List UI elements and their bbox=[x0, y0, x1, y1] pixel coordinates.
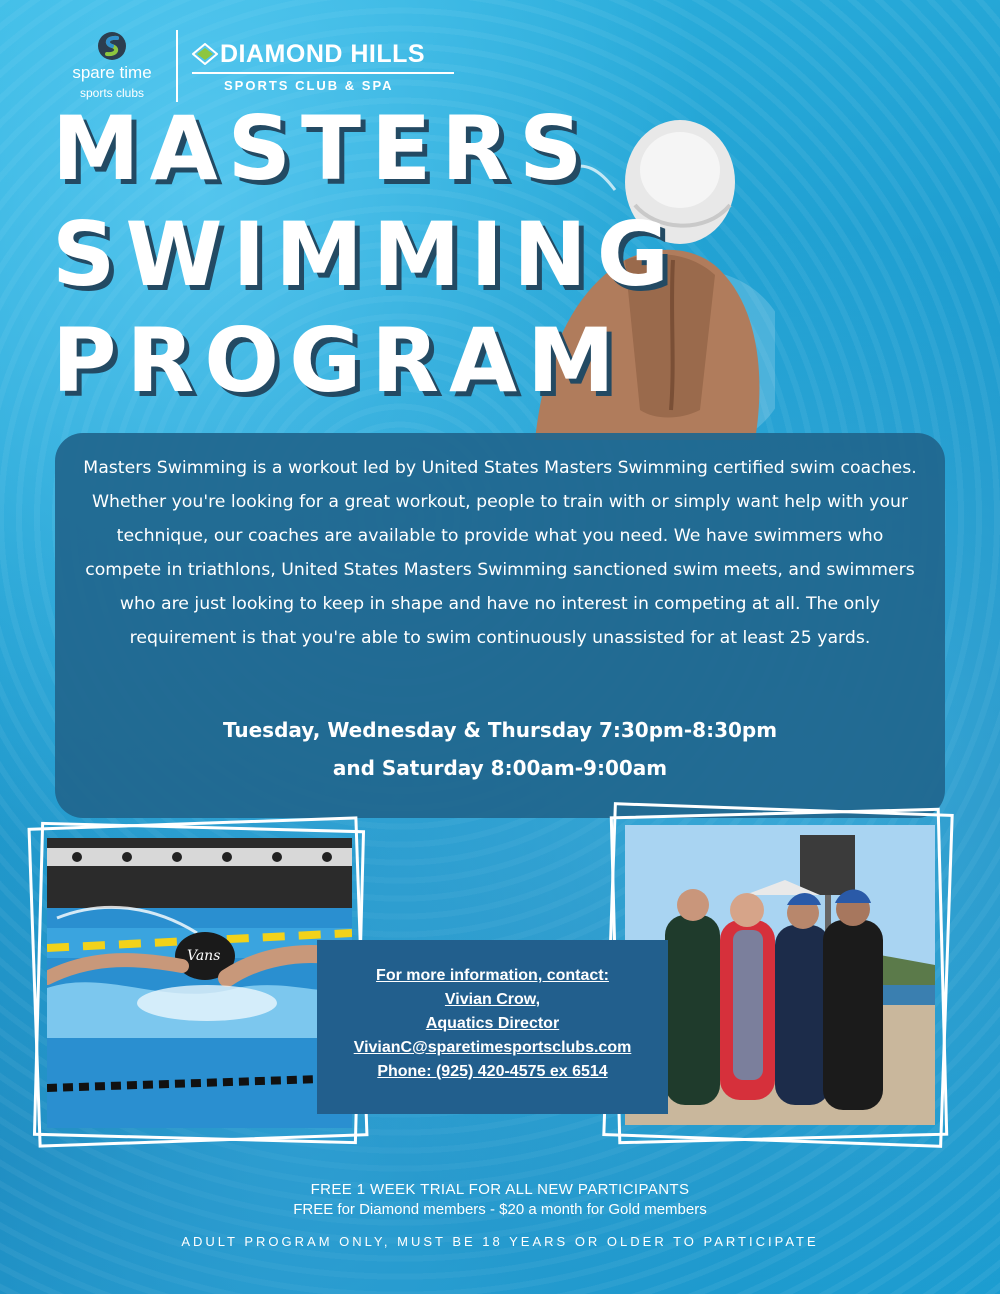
program-description: Masters Swimming is a workout led by United States Masters Swimming certified swim coaches. Whether you're looking for a great workout, people to train with or simply want help with your technique, our coaches are available to provide what you need. We have swimmers who compete in triathlons, United States Masters Swimming sanctioned swim meets, and swimmers who are just looking to keep in shape and have no interest in competing at all. The only requirement is that you're able to swim continuously unassisted for at least 25 yards. bbox=[83, 458, 917, 648]
footer bbox=[0, 1180, 1000, 1249]
diamond-hills-rule bbox=[192, 72, 454, 74]
contact-phone-link[interactable]: Phone: (925) 420-4575 ex 6514 bbox=[377, 1063, 608, 1080]
spare-time-sub: sports clubs bbox=[79, 86, 145, 100]
spare-time-logo bbox=[52, 31, 172, 101]
title-line-3: PROGRAM bbox=[52, 309, 625, 412]
schedule-saturday: and Saturday 8:00am-9:00am bbox=[332, 756, 668, 780]
age-notice: ADULT PROGRAM ONLY, MUST BE 18 YEARS OR OLDER TO PARTICIPATE bbox=[181, 1234, 819, 1249]
butterfly-swimmer-photo bbox=[47, 838, 352, 1128]
diamond-hills-sub: SPORTS CLUB & SPA bbox=[224, 77, 394, 93]
group-swimmers-image bbox=[625, 825, 935, 1125]
title-line-1: MASTERS bbox=[52, 97, 593, 200]
schedule bbox=[55, 711, 945, 787]
contact-heading: For more information, contact: bbox=[376, 967, 609, 984]
diamond-hills-name: DIAMOND HILLS bbox=[220, 39, 426, 68]
title-line-2: SWIMMING bbox=[52, 203, 679, 306]
spare-time-name: spare time bbox=[72, 63, 152, 82]
diamond-icon bbox=[192, 43, 218, 65]
schedule-weekdays: Tuesday, Wednesday & Thursday 7:30pm-8:30pm bbox=[222, 718, 778, 742]
contact-name: Vivian Crow, bbox=[444, 991, 541, 1008]
page-title bbox=[52, 96, 679, 414]
logo-divider bbox=[176, 30, 178, 102]
spare-time-mark-icon bbox=[97, 31, 127, 61]
pricing-note: FREE for Diamond members - $20 a month for Gold members bbox=[293, 1201, 707, 1218]
contact-box bbox=[317, 940, 668, 1114]
svg-text:Vans: Vans bbox=[187, 948, 221, 964]
contact-role: Aquatics Director bbox=[425, 1015, 560, 1032]
trial-offer: FREE 1 WEEK TRIAL FOR ALL NEW PARTICIPANTS bbox=[310, 1181, 690, 1198]
info-panel bbox=[55, 433, 945, 818]
diamond-hills-logo bbox=[192, 40, 454, 93]
contact-email-link[interactable]: VivianC@sparetimesportsclubs.com bbox=[353, 1039, 632, 1056]
butterfly-swimmer-image bbox=[47, 838, 352, 1128]
header-logos bbox=[52, 30, 454, 102]
group-photo bbox=[625, 825, 935, 1125]
